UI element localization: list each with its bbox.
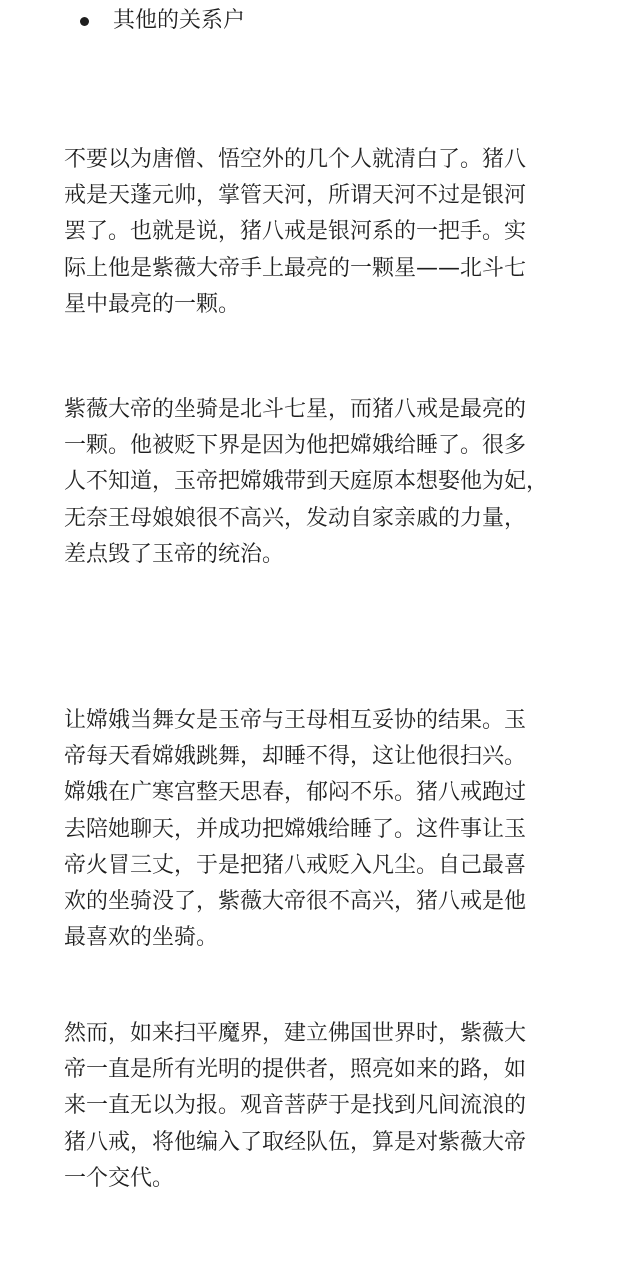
paragraph-line: 去陪她聊天，并成功把嫦娥给睡了。这件事让玉: [64, 816, 527, 842]
paragraph-line: 然而，如来扫平魔界，建立佛国世界时，紫薇大: [64, 1021, 527, 1046]
paragraph-line: 帝火冒三丈，于是把猪八戒贬入凡尘。自己最喜: [64, 852, 527, 878]
paragraph-3: [64, 703, 586, 956]
paragraph-line: 猪八戒，将他编入了取经队伍，算是对紫薇大帝: [64, 1129, 527, 1155]
paragraph-1: [64, 142, 586, 323]
paragraph-line: 无奈王母娘娘很不高兴，发动自家亲戚的力量，: [64, 505, 527, 531]
section-heading-text: 其他的关系户: [113, 8, 246, 33]
paragraph-line: 戒是天蓬元帅，掌管天河，所谓天河不过是银河: [64, 183, 527, 209]
paragraph-4: [64, 1016, 586, 1197]
paragraph-2: [64, 392, 586, 573]
paragraph-line: 差点毁了玉帝的统治。: [64, 541, 285, 567]
paragraph-line: 嫦娥在广寒宫整天思春，郁闷不乐。猪八戒跑过: [64, 780, 527, 806]
paragraph-line: 一颗。他被贬下界是因为他把嫦娥给睡了。很多: [64, 433, 527, 459]
paragraph-line: 星中最亮的一颗。: [64, 291, 241, 317]
paragraph-line: 人不知道，玉帝把嫦娥带到天庭原本想娶他为妃，: [64, 469, 549, 495]
bullet-dot-icon: [80, 17, 89, 26]
paragraph-line: 最喜欢的坐骑。: [64, 925, 219, 951]
paragraph-line: 紫薇大帝的坐骑是北斗七星，而猪八戒是最亮的: [64, 397, 527, 422]
paragraph-line: 帝每天看嫦娥跳舞，却睡不得，这让他很扫兴。: [64, 744, 527, 770]
paragraph-line: 让嫦娥当舞女是玉帝与王母相互妥协的结果。玉: [64, 708, 527, 733]
paragraph-line: 来一直无以为报。观音菩萨于是找到凡间流浪的: [64, 1093, 527, 1119]
paragraph-line: 帝一直是所有光明的提供者，照亮如来的路，如: [64, 1057, 527, 1083]
paragraph-line: 不要以为唐僧、悟空外的几个人就清白了。猪八: [64, 147, 527, 172]
paragraph-line: 罢了。也就是说，猪八戒是银河系的一把手。实: [64, 219, 527, 245]
paragraph-line: 际上他是紫薇大帝手上最亮的一颗星——北斗七: [64, 255, 527, 281]
paragraph-line: 欢的坐骑没了，紫薇大帝很不高兴，猪八戒是他: [64, 889, 527, 915]
paragraph-line: 一个交代。: [64, 1165, 175, 1191]
section-heading-bullet: [80, 4, 245, 38]
